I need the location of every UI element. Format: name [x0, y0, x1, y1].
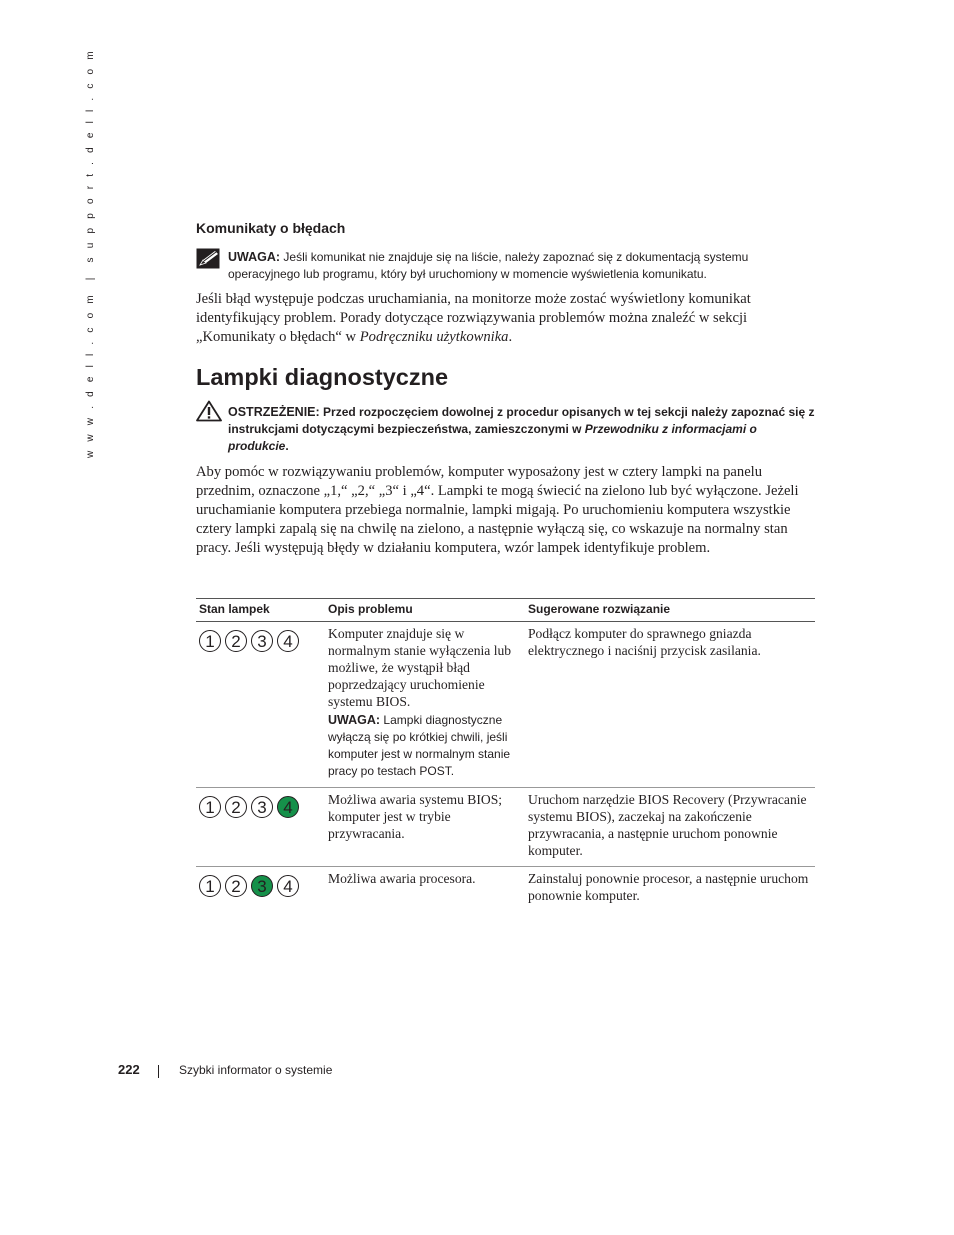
problem-cell: [325, 622, 525, 788]
note-pencil-icon: [196, 248, 222, 270]
warning-end: .: [285, 439, 289, 453]
lamp-1-off: 1: [199, 796, 221, 818]
header-light-state: Stan lampek: [196, 599, 325, 622]
page-title: Lampki diagnostyczne: [196, 364, 449, 390]
light-pattern: [199, 625, 321, 652]
solution-cell: Zainstaluj ponownie procesor, a następnie uruchom ponownie komputer.: [528, 871, 809, 903]
lamp-2-off: 2: [225, 875, 247, 897]
lamp-2-off: 2: [225, 796, 247, 818]
footer-title: Szybki informator o systemie: [179, 1063, 333, 1077]
lamp-1-off: 1: [199, 875, 221, 897]
note-label: UWAGA:: [228, 250, 281, 264]
intro-text: Jeśli błąd występuje podczas uruchamiania, na monitorze może zostać wyświetlony komunikat identyfikujący problem. Porady dotyczące rozwiązywania problemów można znaleźć w sekcji „Komunikaty o błędach“ w: [196, 291, 751, 345]
lamp-2-off: 2: [225, 630, 247, 652]
lights-description: Aby pomóc w rozwiązywaniu problemów, komputer wyposażony jest w cztery lampki na panelu przednim, oznaczone „1,“ „2,“ „3“ i „4“. Lampki te mogą świecić na zielono lub być wyłączone. Jeżeli uruchamianie komputera przebiega normalnie, lampki migają. Po uruchomieniu komputera wszystkie cztery lampki zapalą się na chwilę na zielono, a następnie wyłączą się, co wskazuje na normalny stan pracy. Jeśli występują błędy w działaniu komputera, wzór lampek identyfikuje problem.: [196, 464, 799, 556]
warning-label: OSTRZEŻENIE:: [228, 405, 320, 419]
light-state-cell: [196, 622, 325, 788]
note-text-block: [228, 249, 816, 283]
page-number: 222: [118, 1062, 140, 1077]
lamp-4-on: 4: [277, 796, 299, 818]
lamp-1-off: 1: [199, 630, 221, 652]
diagnostic-lights-table: [196, 598, 815, 911]
light-pattern: [199, 791, 321, 818]
problem-cell: Możliwa awaria systemu BIOS; komputer jest w trybie przywracania.: [325, 788, 525, 867]
lamp-4-off: 4: [277, 630, 299, 652]
header-problem: Opis problemu: [325, 599, 525, 622]
light-state-cell: [196, 867, 325, 912]
lamp-3-off: 3: [251, 630, 273, 652]
lamp-3-off: 3: [251, 796, 273, 818]
problem-note-label: UWAGA:: [328, 713, 381, 727]
problem-note: [328, 712, 521, 780]
table-row: [196, 622, 815, 788]
note-text: Jeśli komunikat nie znajduje się na liście, należy zapoznać się z dokumentacją systemu operacyjnego lub programu, który był uruchomiony w momencie wyświetlenia komunikatu.: [228, 250, 749, 281]
solution-cell: Podłącz komputer do sprawnego gniazda elektrycznego i naciśnij przycisk zasilania.: [525, 622, 815, 788]
header-solution: Sugerowane rozwiązanie: [525, 599, 815, 622]
warning-text: Przed rozpoczęciem dowolnej z procedur opisanych w tej sekcji należy zapoznać się z instrukcjami dotyczącymi bezpieczeństwa, zamieszczonymi w: [228, 405, 815, 436]
product-info-guide-ref: Przewodniku z informacjami o produkcie: [228, 422, 757, 453]
light-state-cell: [196, 788, 325, 867]
side-url-text: w w w . d e l l . c o m | s u p p o r t . d e l l . c o m: [85, 48, 96, 458]
lamp-3-on: 3: [251, 875, 273, 897]
solution-cell: Uruchom narzędzie BIOS Recovery (Przywracanie systemu BIOS), zaczekaj na zakończenie przywracania, a następnie uruchom ponownie komputer.: [525, 788, 815, 867]
table-row: [196, 867, 815, 912]
user-guide-ref: Podręczniku użytkownika: [359, 329, 509, 345]
section-title: Komunikaty o błędach: [196, 220, 346, 236]
side-url: [85, 48, 99, 462]
intro-end: .: [508, 329, 513, 345]
problem-note-text: Lampki diagnostyczne wyłączą się po krótkiej chwili, jeśli komputer jest w normalnym stanie pracy po testach POST.: [328, 713, 511, 778]
problem-cell: Możliwa awaria procesora.: [328, 871, 476, 886]
warning-text-block: [228, 404, 816, 455]
footer-separator: [158, 1065, 159, 1078]
table-row: [196, 788, 815, 867]
table-header-row: [196, 599, 815, 622]
lamp-4-off: 4: [277, 875, 299, 897]
warning-triangle-icon: [196, 400, 222, 422]
intro-paragraph: [196, 290, 816, 347]
problem-text: Komputer znajduje się w normalnym stanie wyłączenia lub możliwe, że wystąpił błąd poprzedzający uruchomienie systemu BIOS.: [328, 626, 512, 709]
light-pattern: [199, 870, 321, 897]
